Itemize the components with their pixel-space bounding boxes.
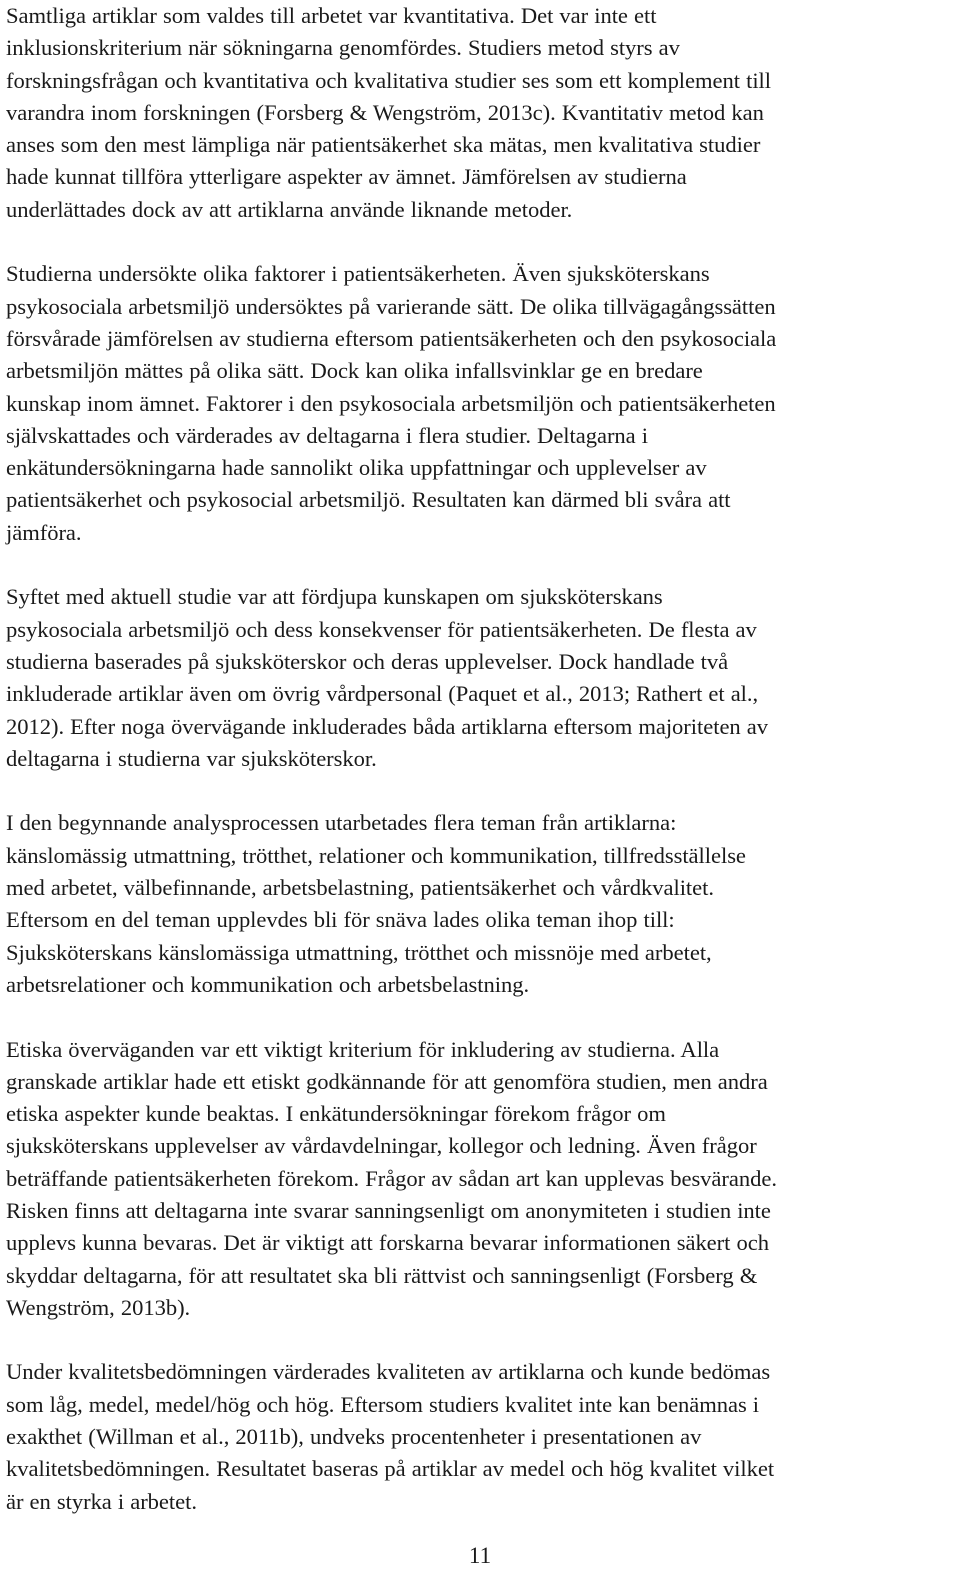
text-line: underlättades dock av att artiklarna använde liknande metoder.	[6, 196, 573, 222]
text-line: patientsäkerhet och psykosocial arbetsmiljö. Resultaten kan därmed bli svåra att	[6, 487, 731, 513]
paragraph-2	[6, 258, 956, 549]
text-line: etiska aspekter kunde beaktas. I enkätundersökningar förekom frågor om	[6, 1101, 666, 1127]
text-line: Eftersom en del teman upplevdes bli för snäva lades olika teman ihop till:	[6, 907, 675, 933]
text-line: exakthet (Willman et al., 2011b), undveks procentenheter i presentationen av	[6, 1424, 702, 1450]
paragraph-spacer	[6, 775, 956, 807]
text-line: beträffande patientsäkerheten förekom. Frågor av sådan art kan upplevas besvärande.	[6, 1165, 777, 1191]
paragraph-spacer	[6, 226, 956, 258]
text-line: anses som den mest lämpliga när patientsäkerhet ska mätas, men kvalitativa studier	[6, 132, 761, 158]
text-line: forskningsfrågan och kvantitativa och kvalitativa studier ses som ett komplement till	[6, 67, 772, 93]
text-line: granskade artiklar hade ett etiskt godkännande för att genomföra studien, men andra	[6, 1068, 768, 1094]
text-line: Wengström, 2013b).	[6, 1294, 191, 1320]
paragraph-6	[6, 1356, 956, 1517]
paragraph-spacer	[6, 1324, 956, 1356]
text-line: studierna baserades på sjuksköterskor och deras upplevelser. Dock handlade två	[6, 648, 729, 674]
body-text	[6, 0, 956, 1518]
text-line: kvalitetsbedömningen. Resultatet baseras på artiklar av medel och hög kvalitet vilket	[6, 1456, 775, 1482]
paragraph-4	[6, 807, 956, 1001]
text-line: inkluderade artiklar även om övrig vårdpersonal (Paquet et al., 2013; Rathert et al.,	[6, 681, 759, 707]
text-line: inklusionskriterium när sökningarna genomfördes. Studiers metod styrs av	[6, 35, 680, 61]
text-line: med arbetet, välbefinnande, arbetsbelastning, patientsäkerhet och vårdkvalitet.	[6, 875, 714, 901]
text-line: som låg, medel, medel/hög och hög. Eftersom studiers kvalitet inte kan benämnas i	[6, 1391, 760, 1417]
text-line: jämföra.	[6, 519, 82, 545]
text-line: 2012). Efter noga övervägande inkluderades båda artiklarna eftersom majoriteten av	[6, 713, 768, 739]
text-line: varandra inom forskningen (Forsberg & Wengström, 2013c). Kvantitativ metod kan	[6, 99, 764, 125]
text-line: känslomässig utmattning, trötthet, relationer och kommunikation, tillfredsställelse	[6, 842, 746, 868]
paragraph-3	[6, 581, 956, 775]
text-line: psykosociala arbetsmiljö undersöktes på varierande sätt. De olika tillvägagångssätten	[6, 293, 776, 319]
text-line: Risken finns att deltagarna inte svarar sanningsenligt om anonymiteten i studien inte	[6, 1197, 771, 1223]
paragraph-5	[6, 1034, 956, 1325]
text-line: Sjuksköterskans känslomässiga utmattning, trötthet och missnöje med arbetet,	[6, 939, 712, 965]
text-line: kunskap inom ämnet. Faktorer i den psykosociala arbetsmiljön och patientsäkerheten	[6, 390, 776, 416]
text-line: deltagarna i studierna var sjuksköterskor.	[6, 745, 377, 771]
page-number: 11	[468, 1543, 492, 1568]
text-line: I den begynnande analysprocessen utarbetades flera teman från artiklarna:	[6, 810, 677, 836]
text-line: Samtliga artiklar som valdes till arbetet var kvantitativa. Det var inte ett	[6, 3, 657, 28]
text-line: psykosociala arbetsmiljö och dess konsekvenser för patientsäkerheten. De flesta av	[6, 616, 757, 642]
paragraph-spacer	[6, 549, 956, 581]
text-line: hade kunnat tillföra ytterligare aspekter av ämnet. Jämförelsen av studierna	[6, 164, 687, 190]
paragraph-1	[6, 0, 956, 226]
text-line: skyddar deltagarna, för att resultatet ska bli rättvist och sanningsenligt (Forsberg &	[6, 1262, 758, 1288]
document-page	[6, 0, 956, 1518]
text-line: Etiska överväganden var ett viktigt kriterium för inkludering av studierna. Alla	[6, 1036, 720, 1062]
text-line: sjuksköterskans upplevelser av vårdavdelningar, kollegor och ledning. Även frågor	[6, 1133, 757, 1159]
text-line: arbetsmiljön mättes på olika sätt. Dock kan olika infallsvinklar ge en bredare	[6, 358, 703, 384]
text-line: arbetsrelationer och kommunikation och arbetsbelastning.	[6, 971, 530, 997]
text-line: enkätundersökningarna hade sannolikt olika uppfattningar och upplevelser av	[6, 455, 707, 481]
text-line: upplevs kunna bevaras. Det är viktigt att forskarna bevarar informationen säkert och	[6, 1230, 769, 1256]
text-line: Studierna undersökte olika faktorer i patientsäkerheten. Även sjuksköterskans	[6, 261, 710, 287]
text-line: försvårade jämförelsen av studierna eftersom patientsäkerheten och den psykosociala	[6, 325, 777, 351]
text-line: är en styrka i arbetet.	[6, 1488, 197, 1514]
paragraph-spacer	[6, 1001, 956, 1033]
text-line: Under kvalitetsbedömningen värderades kvaliteten av artiklarna och kunde bedömas	[6, 1359, 771, 1385]
text-line: självskattades och värderades av deltagarna i flera studier. Deltagarna i	[6, 422, 648, 448]
text-line: Syftet med aktuell studie var att fördjupa kunskapen om sjuksköterskans	[6, 584, 663, 610]
